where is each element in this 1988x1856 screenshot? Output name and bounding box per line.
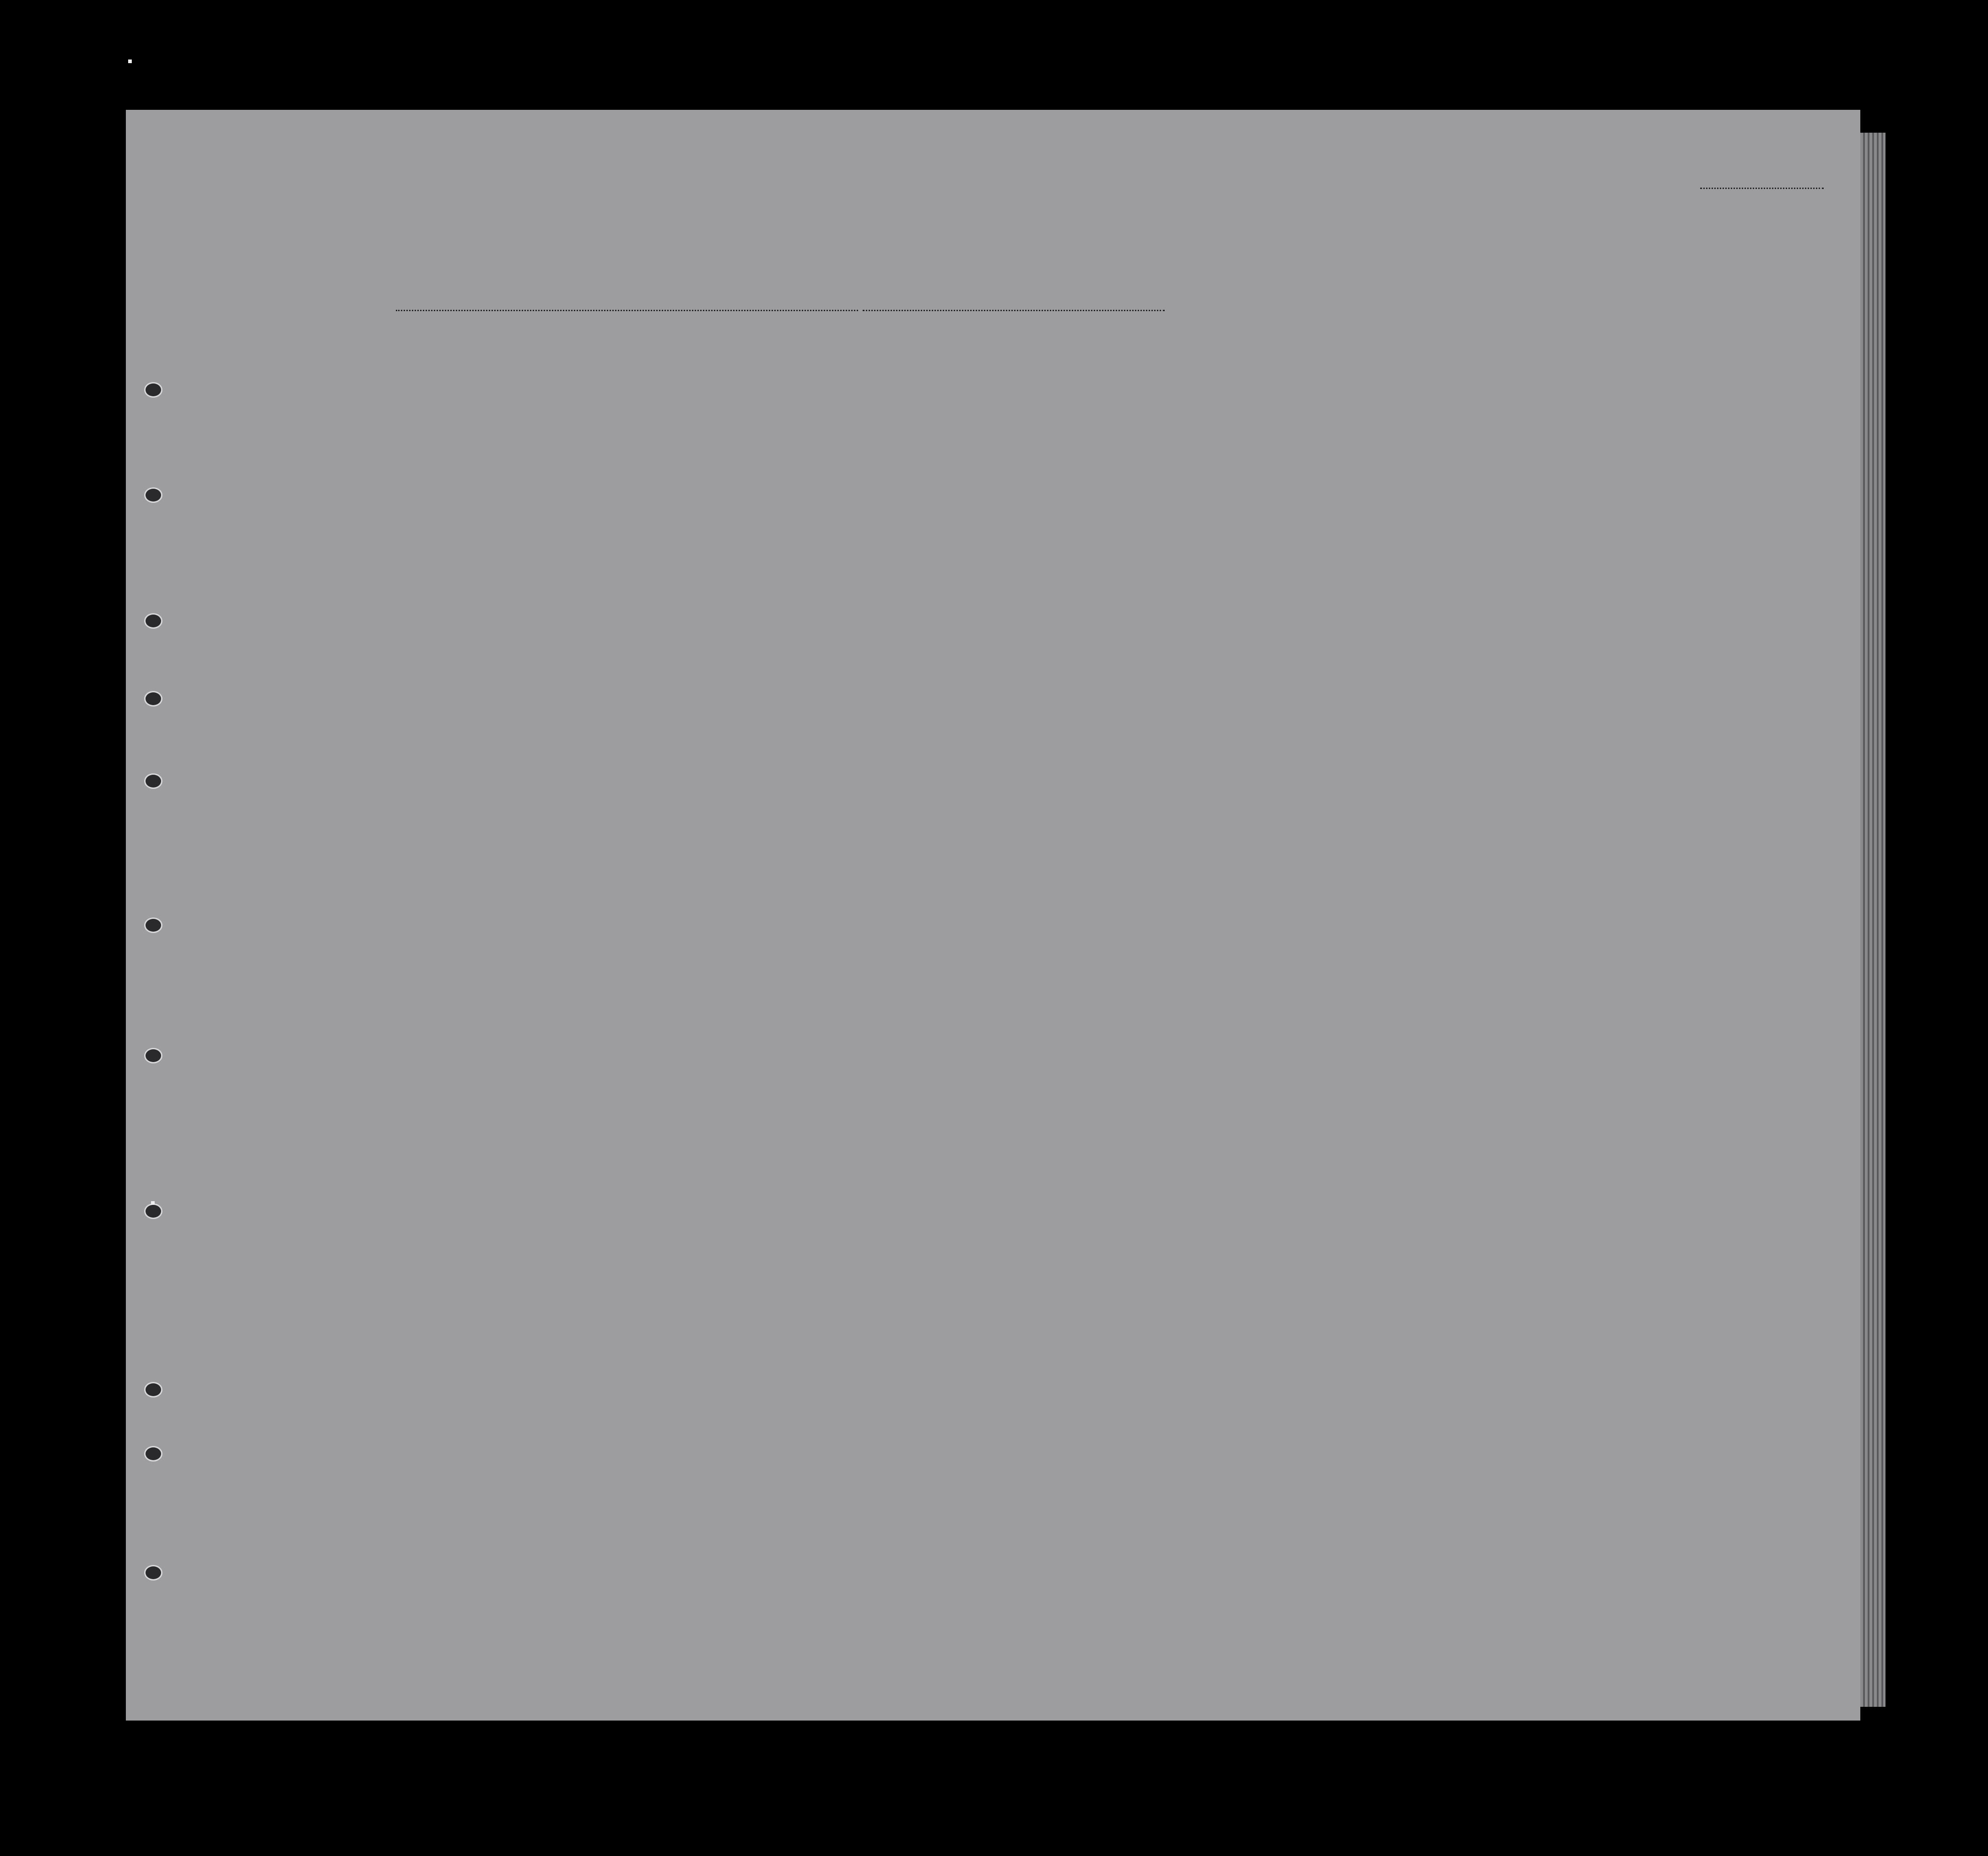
scan-mark — [151, 1201, 155, 1205]
scan-mark — [128, 59, 132, 63]
manifest-grid — [126, 110, 1860, 1721]
manifest-sheet — [126, 110, 1860, 1721]
page-stack-edge — [1860, 133, 1885, 1707]
